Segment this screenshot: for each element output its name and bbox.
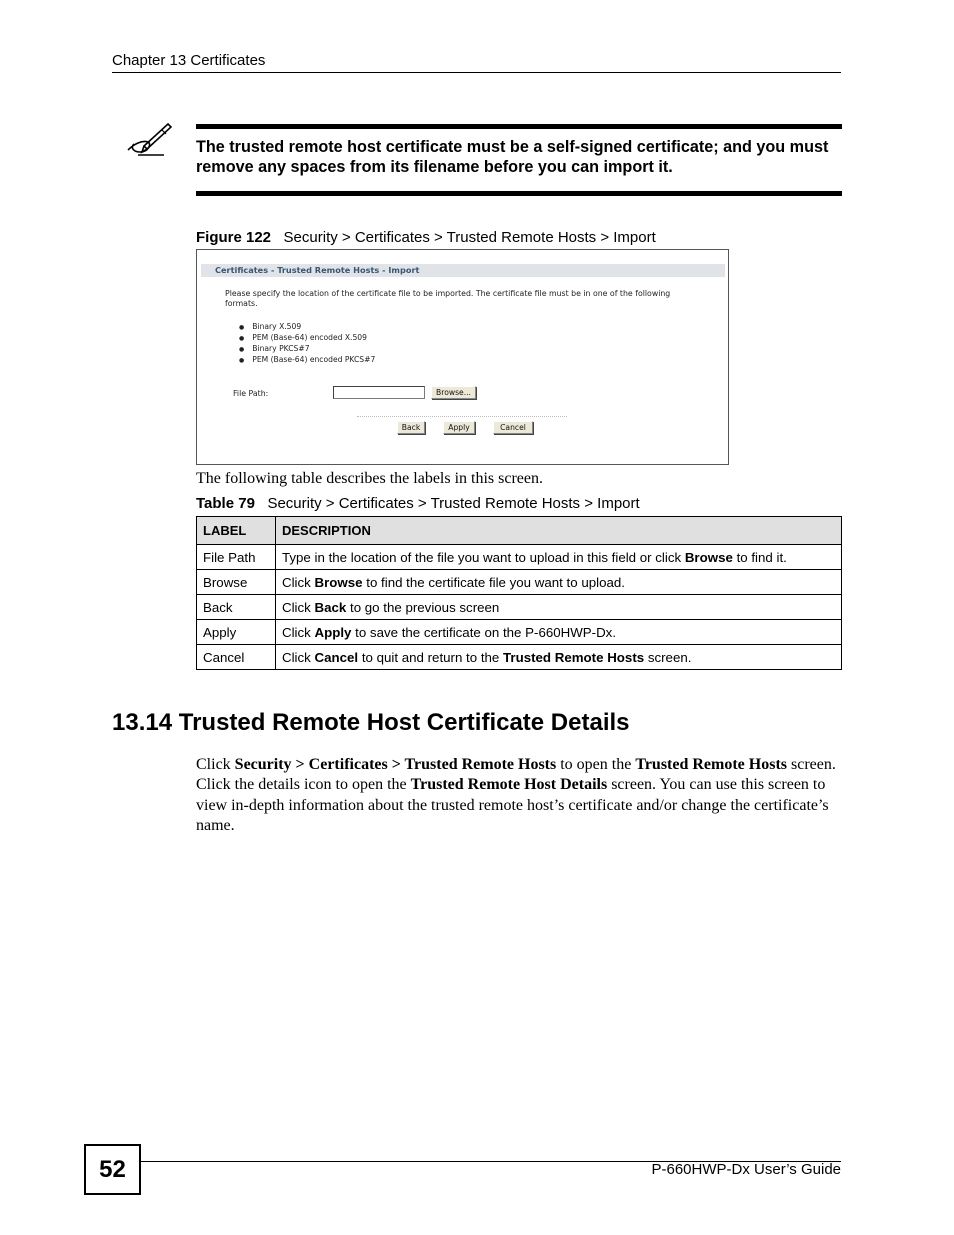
table-intro: The following table describes the labels in this screen.: [196, 470, 544, 487]
section-heading: 13.14 Trusted Remote Host Certificate Details: [112, 709, 630, 736]
row-label: Back: [197, 595, 276, 620]
file-path-input[interactable]: [333, 386, 425, 399]
screen-title: Certificates - Trusted Remote Hosts - Import: [201, 264, 725, 277]
row-description: Click Back to go the previous screen: [276, 595, 842, 620]
format-list: [241, 322, 375, 366]
table-caption-text: Security > Certificates > Trusted Remote Hosts > Import: [267, 495, 640, 512]
format-item: ● PEM (Base-64) encoded PKCS#7: [241, 355, 375, 366]
row-description: Type in the location of the file you want to upload in this field or click Browse to find it.: [276, 545, 842, 570]
row-description: Click Apply to save the certificate on the P-660HWP-Dx.: [276, 620, 842, 645]
row-description: Click Browse to find the certificate file you want to upload.: [276, 570, 842, 595]
file-path-label: File Path:: [233, 389, 269, 398]
format-item: ● PEM (Base-64) encoded X.509: [241, 333, 375, 344]
chapter-header: Chapter 13 Certificates: [112, 52, 266, 69]
format-item: ● Binary PKCS#7: [241, 344, 375, 355]
figure-number: Figure 122: [196, 229, 272, 246]
row-description: Click Cancel to quit and return to the Trusted Remote Hosts screen.: [276, 645, 842, 670]
row-label: Apply: [197, 620, 276, 645]
note-pen-icon: [124, 122, 174, 158]
cancel-button[interactable]: Cancel: [493, 421, 533, 434]
note-text: The trusted remote host certificate must be a self-signed certificate; and you must remove any spaces from its filename before you can import it.: [196, 138, 829, 176]
note-top-rule: [196, 124, 842, 129]
header-label: LABEL: [197, 517, 276, 545]
table-row: [197, 595, 842, 620]
figure-caption-text: Security > Certificates > Trusted Remote Hosts > Import: [283, 229, 656, 246]
header-divider: [112, 72, 841, 73]
row-label: File Path: [197, 545, 276, 570]
footer-guide-title: P-660HWP-Dx User’s Guide: [651, 1161, 841, 1178]
back-button[interactable]: Back: [397, 421, 425, 434]
table-row: [197, 545, 842, 570]
import-screen-figure: [196, 249, 729, 465]
header-description: DESCRIPTION: [276, 517, 842, 545]
apply-button[interactable]: Apply: [443, 421, 475, 434]
note-bottom-rule: [196, 191, 842, 196]
format-item: ● Binary X.509: [241, 322, 375, 333]
table-row: [197, 570, 842, 595]
browse-button[interactable]: Browse...: [431, 386, 476, 399]
label-description-table: [196, 516, 842, 670]
table-row: [197, 620, 842, 645]
section-paragraph: Click Security > Certificates > Trusted Remote Hosts to open the Trusted Remote Hosts screen. Click the details icon to open the Trusted Remote Host Details screen. You can use this screen to view in-depth information about the trusted remote host’s certificate and/or change the certificate’s name.: [196, 756, 836, 834]
row-label: Browse: [197, 570, 276, 595]
screen-instruction: Please specify the location of the certificate file to be imported. The certificate file must be in one of the following formats.: [225, 289, 671, 308]
page-number: 52: [84, 1144, 141, 1195]
table-number: Table 79: [196, 495, 255, 512]
table-caption: [196, 495, 640, 512]
button-divider: [357, 416, 567, 417]
row-label: Cancel: [197, 645, 276, 670]
table-row: [197, 645, 842, 670]
table-header-row: [197, 517, 842, 545]
figure-caption: [196, 229, 656, 246]
